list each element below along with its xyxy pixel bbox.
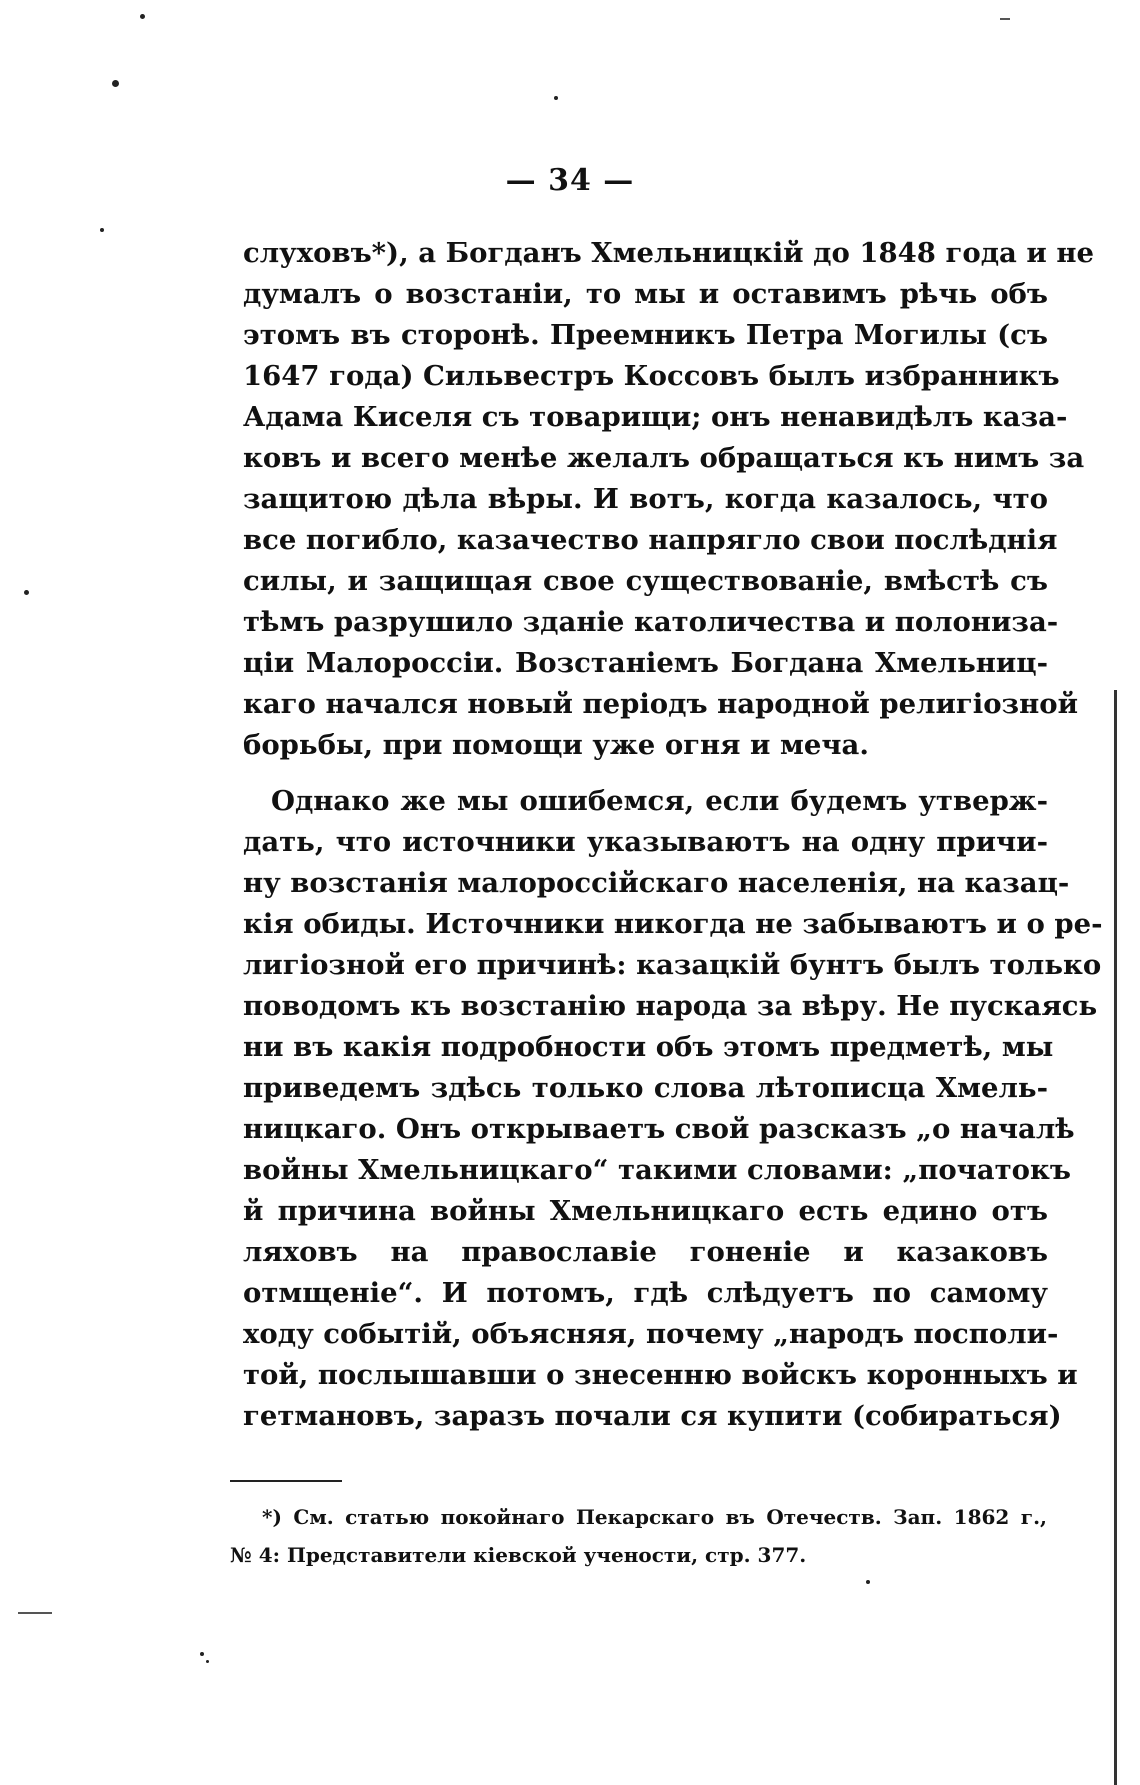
text-line: той, послышавши о знесенню войскъ коронныхъ и xyxy=(243,1359,1078,1391)
text-line: ну возстанія малороссійскаго населенія, на казац- xyxy=(243,867,1070,899)
scan-speck xyxy=(866,1580,870,1584)
text-line: этомъ въ сторонѣ. Преемникъ Петра Могилы (съ xyxy=(243,319,1048,351)
footnote xyxy=(230,1498,1047,1574)
text-line: ковъ и всего менѣе желалъ обращаться къ нимъ за xyxy=(243,442,1085,474)
text-line: отмщеніе“. И потомъ, гдѣ слѣдуетъ по самому xyxy=(243,1277,1048,1309)
text-line: каго начался новый періодъ народной религіозной xyxy=(243,688,1078,720)
footnote-divider xyxy=(230,1480,342,1482)
paragraph-2 xyxy=(243,781,1103,1437)
text-line: ни въ какія подробности объ этомъ предметѣ, мы xyxy=(243,1031,1054,1063)
text-line: поводомъ къ возстанію народа за вѣру. Не пускаясь xyxy=(243,990,1098,1022)
text-line: ціи Малороссіи. Возстаніемъ Богдана Хмельниц- xyxy=(243,647,1048,679)
text-line: Адама Киселя съ товарищи; онъ ненавидѣлъ каза- xyxy=(243,401,1068,433)
page-number: — 34 — xyxy=(505,163,635,198)
scan-speck xyxy=(140,14,145,19)
text-line: Однако же мы ошибемся, если будемъ утверж- xyxy=(271,785,1048,817)
text-line: думалъ о возстаніи, то мы и оставимъ рѣчь объ xyxy=(243,278,1048,310)
text-line: защитою дѣла вѣры. И вотъ, когда казалось, что xyxy=(243,483,1048,515)
paragraph-1 xyxy=(243,233,1095,766)
scan-speck xyxy=(206,1660,209,1663)
text-line: ляховъ на православіе гоненіе и казаковъ xyxy=(243,1236,1048,1268)
text-line: дать, что источники указываютъ на одну причи- xyxy=(243,826,1048,858)
text-line: силы, и защищая свое существованіе, вмѣстѣ съ xyxy=(243,565,1048,597)
text-line: борьбы, при помощи уже огня и меча. xyxy=(243,729,869,761)
text-line: ходу событій, объясняя, почему „народъ посполи- xyxy=(243,1318,1059,1350)
scan-speck xyxy=(112,80,119,87)
text-line: все погибло, казачество напрягло свои послѣднія xyxy=(243,524,1058,556)
text-line: гетмановъ, заразъ почали ся купити (собираться) xyxy=(243,1400,1062,1432)
text-line: 1647 года) Сильвестръ Коссовъ былъ избранникъ xyxy=(243,360,1060,392)
footnote-line: № 4: Представители кіевской учености, стр. 377. xyxy=(230,1543,807,1567)
text-line: тѣмъ разрушило зданіе католичества и полониза- xyxy=(243,606,1059,638)
text-line: лигіозной его причинѣ: казацкій бунтъ былъ только xyxy=(243,949,1102,981)
text-line: приведемъ здѣсь только слова лѣтописца Хмель- xyxy=(243,1072,1048,1104)
text-line: кія обиды. Источники никогда не забываютъ и о ре- xyxy=(243,908,1103,940)
text-line: й причина войны Хмельницкаго есть едино отъ xyxy=(243,1195,1048,1227)
page-edge-line xyxy=(1114,690,1117,1785)
scan-speck xyxy=(100,228,104,232)
text-line: слуховъ*), а Богданъ Хмельницкій до 1848 года и не xyxy=(243,237,1095,269)
scan-speck xyxy=(554,96,558,100)
scan-mark xyxy=(1000,18,1010,20)
scan-speck xyxy=(24,590,29,595)
scan-speck xyxy=(200,1652,204,1656)
text-line: войны Хмельницкаго“ такими словами: „початокъ xyxy=(243,1154,1071,1186)
text-line: ницкаго. Онъ открываетъ свой разсказъ „о началѣ xyxy=(243,1113,1075,1145)
footnote-line: *) См. статью покойнаго Пекарскаго въ Отечеств. Зап. 1862 г., xyxy=(262,1505,1047,1529)
scan-mark xyxy=(18,1612,52,1614)
